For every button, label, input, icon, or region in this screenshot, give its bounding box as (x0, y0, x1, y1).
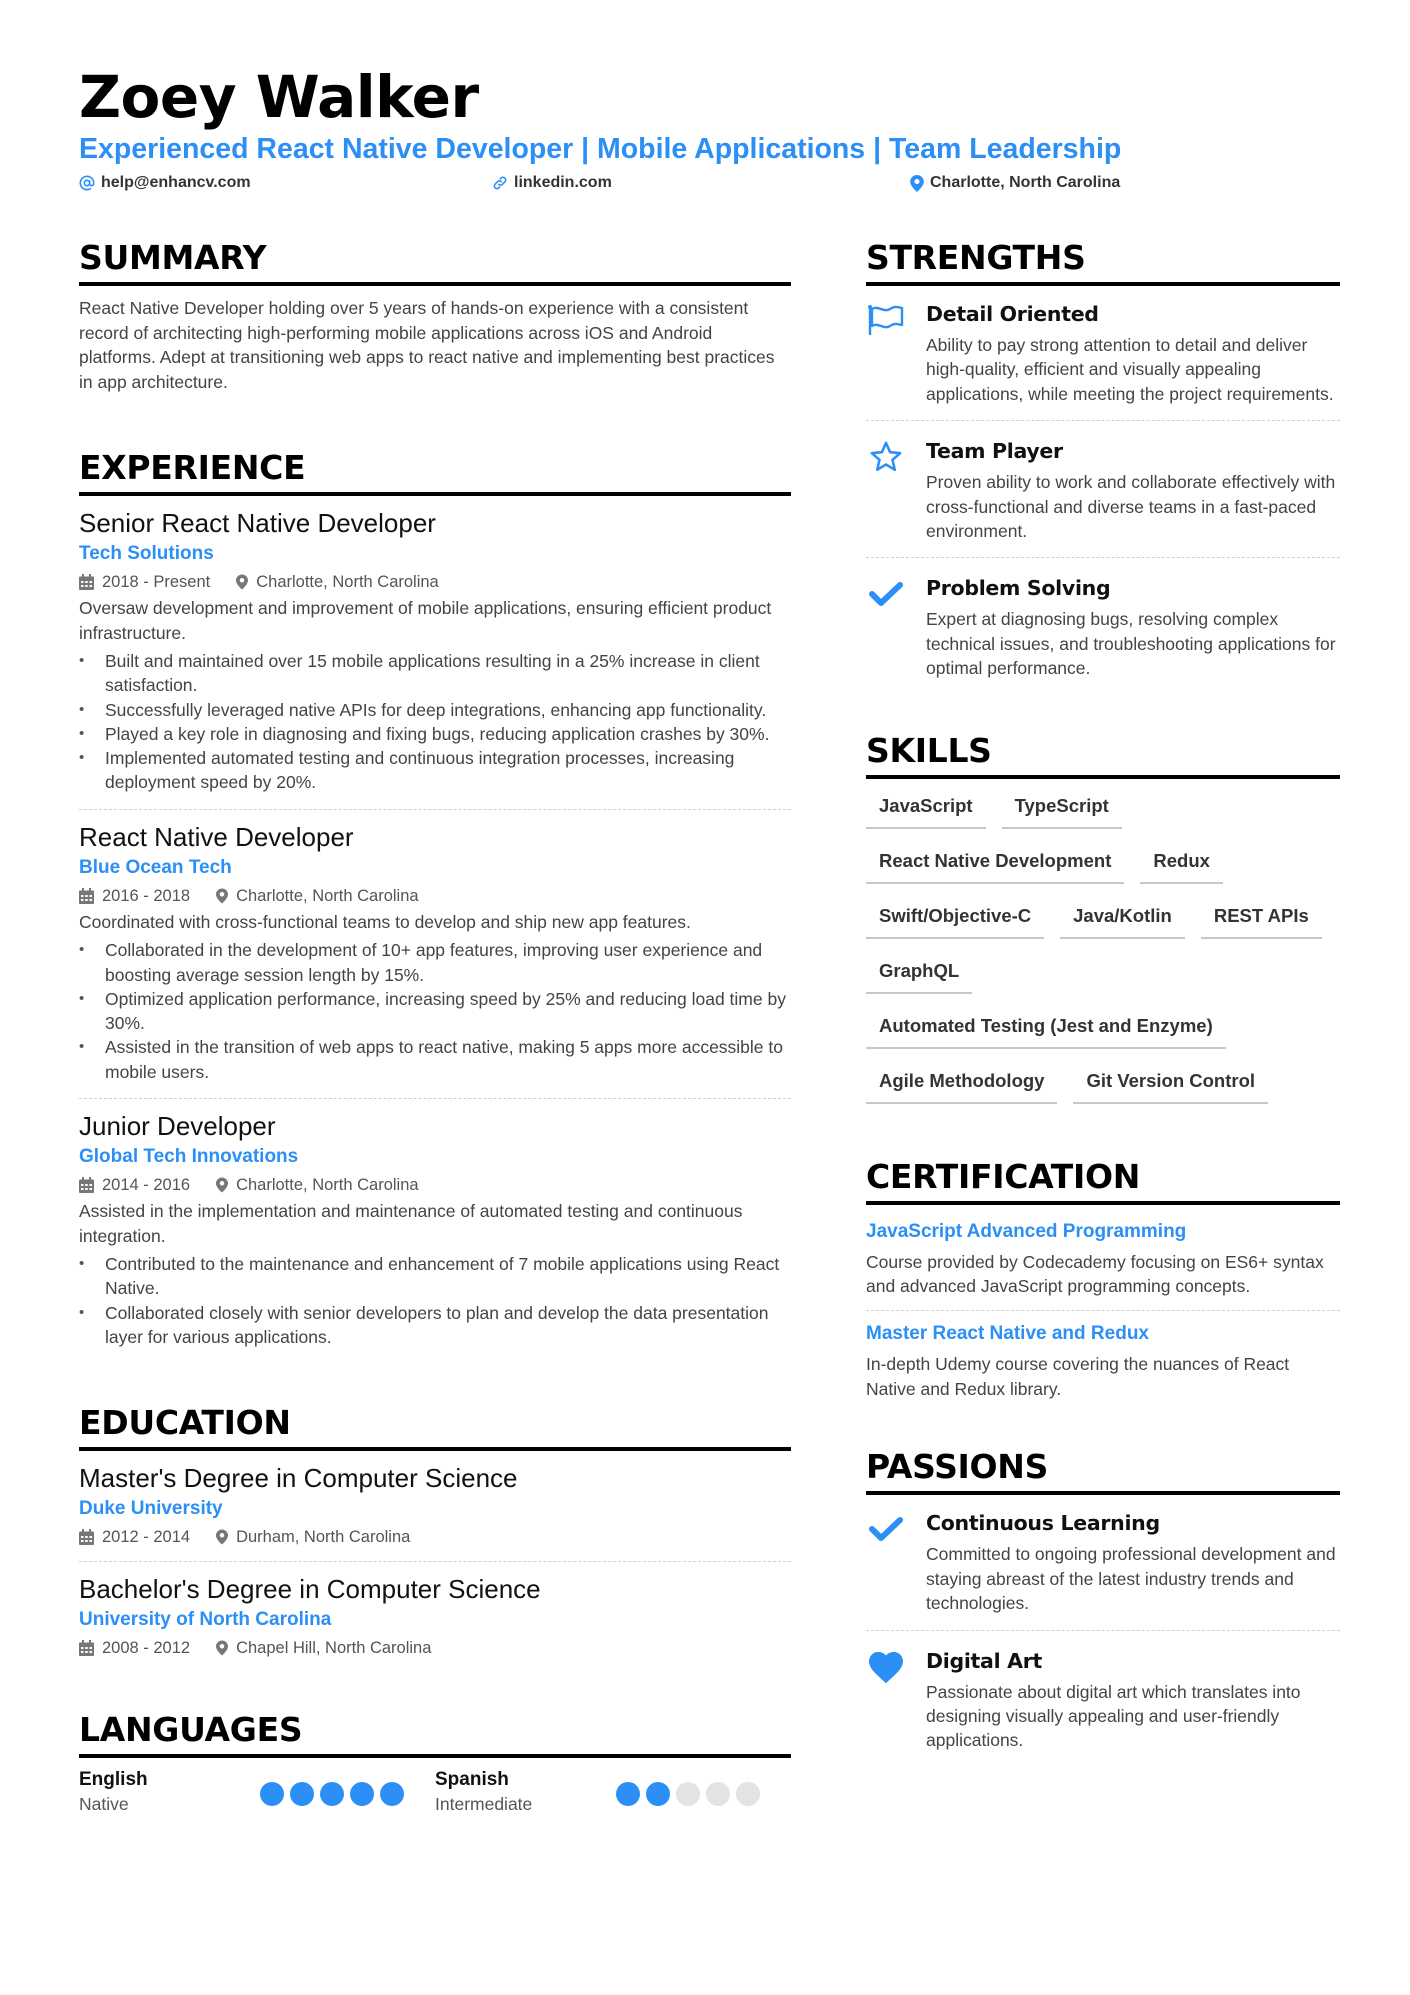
section-divider (866, 775, 1340, 779)
skill-tag: Swift/Objective-C (866, 893, 1044, 939)
section-title: EXPERIENCE (79, 448, 306, 487)
section-title: SUMMARY (79, 238, 267, 277)
section-title: EDUCATION (79, 1403, 291, 1443)
checkmark-icon (866, 1511, 906, 1547)
entry-divider (866, 420, 1340, 421)
flag-icon (866, 302, 906, 338)
strength-title: Team Player (926, 439, 1063, 464)
strength-item (866, 437, 1340, 543)
skill-tag: GraphQL (866, 948, 972, 994)
strength-description: Expert at diagnosing bugs, resolving complex technical issues, and troubleshooting applications for optimal performance. (926, 609, 1336, 679)
certification-title: Master React Native and Redux (866, 1323, 1149, 1345)
language-rating (616, 1782, 760, 1806)
skill-tag: Java/Kotlin (1060, 893, 1185, 939)
job-description: Assisted in the implementation and maintenance of automated testing and continuous integration. (79, 1201, 743, 1246)
location-text: Charlotte, North Carolina (930, 174, 1121, 191)
strength-description: Proven ability to work and collaborate effectively with cross-functional and diverse teams in a fast-paced environment. (926, 472, 1336, 542)
certification-title: JavaScript Advanced Programming (866, 1220, 1187, 1242)
summary-section (79, 238, 791, 394)
skill-tag: Agile Methodology (866, 1058, 1057, 1104)
star-icon (866, 439, 906, 475)
rating-dot-filled (290, 1782, 314, 1806)
entry-divider (866, 1310, 1340, 1311)
experience-entry (79, 820, 791, 1084)
job-bullet: • Contributed to the maintenance and enhancement of 7 mobile applications using React Native. (79, 1252, 791, 1301)
job-bullet: • Collaborated in the development of 10+ app features, improving user experience and boosting average session length by 15%. (79, 938, 791, 987)
strengths-section (866, 238, 1340, 681)
email-text: help@enhancv.com (101, 174, 251, 191)
education-location: Durham, North Carolina (236, 1528, 411, 1547)
education-entry (79, 1572, 791, 1660)
company-name: Tech Solutions (79, 543, 214, 564)
job-bullets (79, 938, 791, 1084)
rating-dot-filled (260, 1782, 284, 1806)
map-pin-icon (910, 175, 924, 192)
calendar-icon (79, 574, 94, 590)
candidate-headline: Experienced React Native Developer | Mobile Applications | Team Leadership (79, 133, 1122, 165)
linkedin-text: linkedin.com (514, 174, 612, 191)
candidate-name: Zoey Walker (79, 63, 479, 131)
calendar-icon (79, 1177, 94, 1193)
section-divider (79, 1754, 791, 1758)
passions-section (866, 1447, 1340, 1752)
entry-divider (79, 809, 791, 810)
map-pin-icon (236, 574, 248, 590)
calendar-icon (79, 1640, 94, 1656)
rating-dot-empty (736, 1782, 760, 1806)
school-name: University of North Carolina (79, 1609, 332, 1631)
company-name: Global Tech Innovations (79, 1146, 299, 1168)
rating-dot-filled (350, 1782, 374, 1806)
job-meta (79, 1173, 791, 1197)
section-title: PASSIONS (866, 1447, 1049, 1487)
skill-tag: Automated Testing (Jest and Enzyme) (866, 1003, 1226, 1049)
job-title: Junior Developer (79, 1111, 276, 1142)
skill-tag: JavaScript (866, 783, 986, 829)
section-title: CERTIFICATION (866, 1156, 1141, 1196)
skills-section (866, 731, 1340, 1113)
section-divider (79, 282, 791, 286)
at-icon (79, 175, 95, 191)
language-level: Native (79, 1794, 129, 1815)
entry-divider (866, 557, 1340, 558)
language-item (435, 1768, 791, 1816)
skill-tag: Redux (1140, 838, 1223, 884)
skills-row (866, 948, 1340, 1003)
experience-entry (79, 1109, 791, 1349)
language-name: Spanish (435, 1769, 509, 1791)
languages-list (79, 1768, 791, 1816)
section-title: STRENGTHS (866, 238, 1086, 277)
job-bullet: • Successfully leveraged native APIs for deep integrations, enhancing app functionality. (79, 698, 791, 722)
passion-description: Passionate about digital art which translates into designing visually appealing and user-friendly applications. (926, 1681, 1301, 1751)
rating-dot-filled (380, 1782, 404, 1806)
job-bullets (79, 649, 791, 795)
language-name: English (79, 1769, 148, 1791)
section-divider (866, 1491, 1340, 1495)
skill-tag: React Native Development (866, 838, 1124, 884)
summary-text: React Native Developer holding over 5 years of hands-on experience with a consistent record of architecting high-performing mobile applications across iOS and Android platforms. Adept at transitioning web apps to react native and implementing best practices in app architecture. (79, 298, 775, 392)
left-column (79, 238, 791, 1816)
job-title: Senior React Native Developer (79, 508, 436, 538)
experience-section (79, 448, 791, 1349)
job-bullet: • Played a key role in diagnosing and fixing bugs, reducing application crashes by 30%. (79, 722, 791, 746)
language-rating (260, 1782, 404, 1806)
strength-title: Problem Solving (926, 576, 1111, 601)
certification-item (866, 1219, 1340, 1299)
rating-dot-empty (676, 1782, 700, 1806)
skills-row (866, 838, 1340, 893)
contact-linkedin[interactable] (492, 172, 612, 194)
job-description: Oversaw development and improvement of mobile applications, ensuring efficient product infrastructure. (79, 598, 772, 643)
language-level: Intermediate (435, 1794, 533, 1815)
passion-title: Digital Art (926, 1648, 1043, 1673)
education-entry (79, 1461, 791, 1549)
job-meta (79, 884, 791, 908)
education-dates: 2012 - 2014 (102, 1528, 191, 1547)
job-dates: 2016 - 2018 (102, 886, 191, 905)
job-location: Charlotte, North Carolina (236, 886, 419, 905)
strength-title: Detail Oriented (926, 302, 1099, 326)
school-name: Duke University (79, 1498, 223, 1520)
company-name: Blue Ocean Tech (79, 856, 232, 878)
passion-title: Continuous Learning (926, 1511, 1160, 1536)
skills-row (866, 1003, 1340, 1058)
entry-divider (79, 1098, 791, 1099)
skill-tag: REST APIs (1201, 893, 1322, 939)
map-pin-icon (216, 1529, 228, 1545)
calendar-icon (79, 1529, 94, 1545)
certification-description: In-depth Udemy course covering the nuances of React Native and Redux library. (866, 1354, 1290, 1399)
section-divider (866, 282, 1340, 286)
language-item (79, 1768, 435, 1816)
certification-description: Course provided by Codecademy focusing on ES6+ syntax and advanced JavaScript programming concepts. (866, 1251, 1324, 1297)
strength-item (866, 300, 1340, 406)
section-title: LANGUAGES (79, 1710, 303, 1750)
map-pin-icon (216, 888, 228, 904)
passion-description: Committed to ongoing professional development and staying abreast of the latest industry trends and technologies. (926, 1544, 1336, 1614)
job-bullet: • Optimized application performance, increasing speed by 25% and reducing load time by 30%. (79, 987, 791, 1036)
job-dates: 2018 - Present (102, 573, 211, 591)
experience-entry (79, 506, 791, 795)
job-title: React Native Developer (79, 821, 354, 852)
right-column (866, 238, 1340, 1753)
section-title: SKILLS (866, 730, 992, 770)
certification-section (866, 1157, 1340, 1402)
job-bullet: • Implemented automated testing and continuous integration processes, increasing deployment speed by 20%. (79, 746, 791, 795)
education-section (79, 1403, 791, 1660)
degree-title: Bachelor's Degree in Computer Science (79, 1574, 541, 1605)
skills-row (866, 893, 1340, 948)
education-dates: 2008 - 2012 (102, 1639, 191, 1658)
entry-divider (866, 1630, 1340, 1631)
job-meta (79, 570, 791, 594)
strength-item (866, 574, 1340, 680)
link-icon (492, 175, 508, 191)
map-pin-icon (216, 1640, 228, 1656)
education-meta (79, 1636, 791, 1660)
job-location: Charlotte, North Carolina (236, 1176, 419, 1195)
certification-item (866, 1321, 1340, 1401)
education-location: Chapel Hill, North Carolina (236, 1639, 432, 1658)
rating-dot-filled (320, 1782, 344, 1806)
entry-divider (79, 1561, 791, 1562)
skills-row (866, 783, 1340, 838)
section-divider (79, 492, 791, 496)
map-pin-icon (216, 1177, 228, 1193)
rating-dot-filled (616, 1782, 640, 1806)
job-bullet: • Assisted in the transition of web apps to react native, making 5 apps more accessible to mobile users. (79, 1035, 791, 1084)
heart-icon (866, 1649, 906, 1685)
calendar-icon (79, 888, 94, 904)
job-bullets (79, 1252, 791, 1349)
rating-dot-empty (706, 1782, 730, 1806)
strength-description: Ability to pay strong attention to detail and deliver high-quality, efficient and visually appealing applications, while meeting the project requirements. (926, 335, 1334, 404)
job-location: Charlotte, North Carolina (256, 573, 439, 591)
skills-row (866, 1058, 1340, 1113)
job-dates: 2014 - 2016 (102, 1176, 191, 1195)
passion-item (866, 1647, 1340, 1753)
skill-tag: Git Version Control (1073, 1058, 1268, 1104)
section-divider (79, 1447, 791, 1451)
languages-section (79, 1710, 791, 1816)
checkmark-icon (866, 576, 906, 612)
job-bullet: • Collaborated closely with senior developers to plan and develop the data presentation layer for various applications. (79, 1301, 791, 1350)
passion-item (866, 1509, 1340, 1615)
contact-email[interactable] (79, 172, 251, 194)
rating-dot-filled (646, 1782, 670, 1806)
section-divider (866, 1201, 1340, 1205)
contact-location (910, 172, 1120, 194)
degree-title: Master's Degree in Computer Science (79, 1463, 518, 1494)
education-meta (79, 1525, 791, 1549)
skill-tag: TypeScript (1002, 783, 1122, 829)
job-bullet: • Built and maintained over 15 mobile applications resulting in a 25% increase in client satisfaction. (79, 649, 791, 698)
job-description: Coordinated with cross-functional teams to develop and ship new app features. (79, 911, 691, 932)
